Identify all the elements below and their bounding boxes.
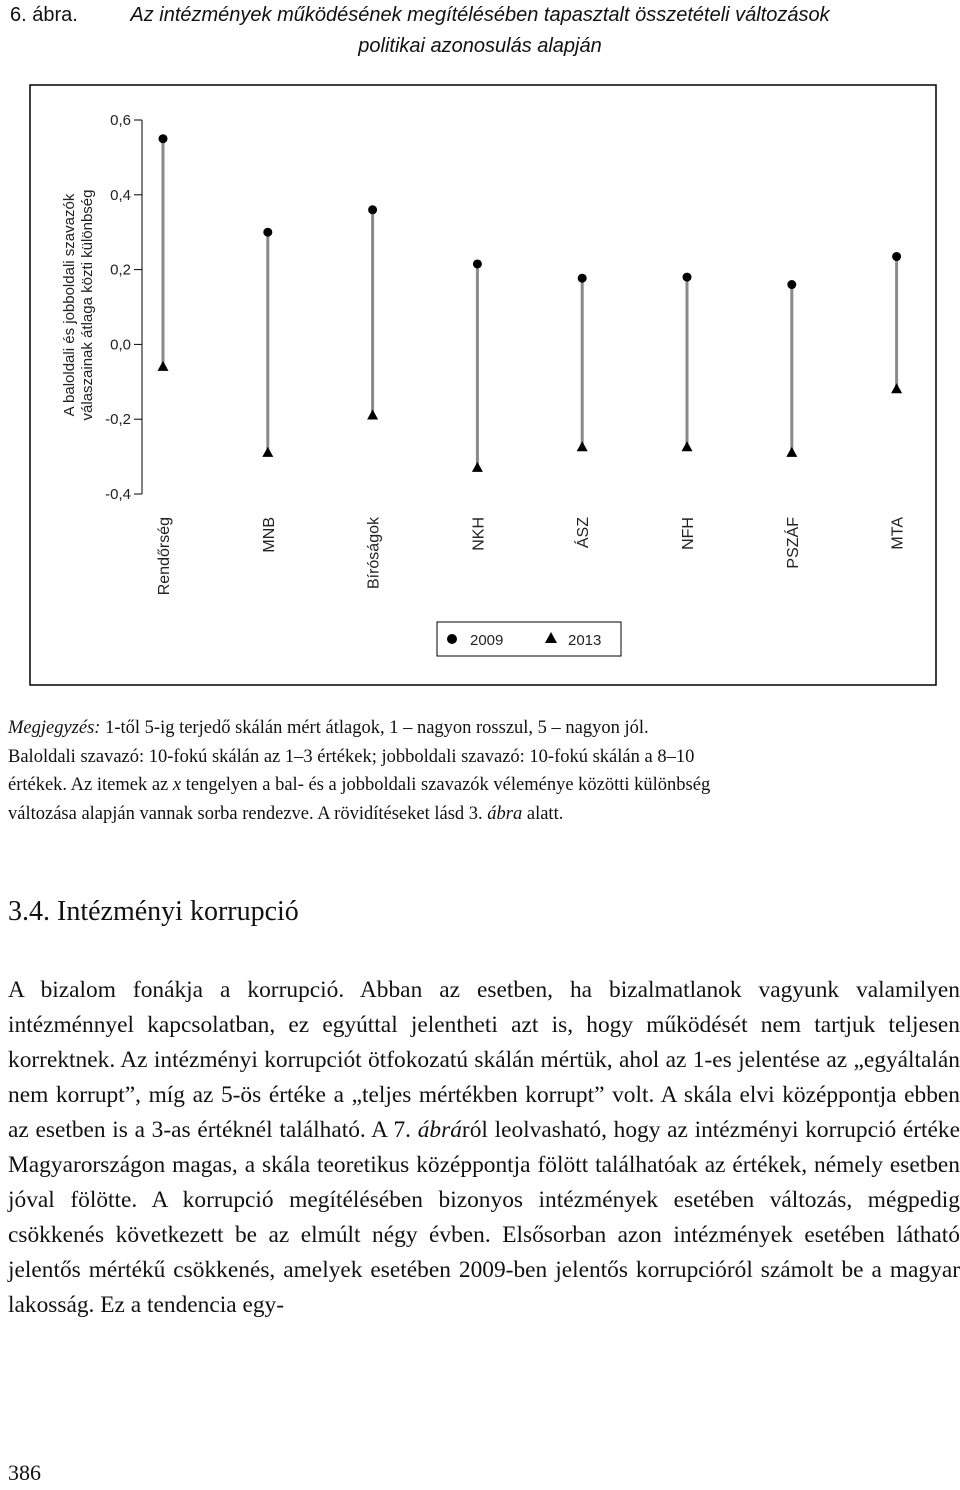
page-number: 386	[8, 1460, 41, 1485]
x-category-label: Rendőrség	[156, 517, 173, 596]
body-abra: ábrá	[417, 1117, 462, 1143]
body-paragraph	[8, 973, 960, 1323]
point-2009	[263, 228, 272, 237]
point-2009	[578, 274, 587, 283]
y-axis-ticks	[105, 112, 142, 503]
point-2009	[368, 205, 377, 214]
x-category-label: MNB	[260, 517, 278, 553]
note-abra: ábra	[487, 803, 523, 824]
point-2013	[472, 462, 483, 472]
legend-label-2013: 2013	[568, 632, 602, 649]
point-2013	[786, 447, 797, 457]
figure-title	[10, 0, 950, 62]
y-tick-label: 0,6	[110, 112, 131, 129]
note-line3-end: tengelyen a bal- és a jobboldali szavazók véleménye közötti különbség	[185, 775, 711, 795]
body-part1: A bizalom fonákja a korrupció. Abban az esetben, ha bizalmatlanok vagyunk valamilyen intézménnyel kapcsolatban, ez egyúttal jelentheti azt is, hogy működését nem tartjuk teljesen korrektnek. Az intézményi korrupciót ötfokozatú skálán mértük, ahol az 1-es jelentése az „egyáltalán nem korrupt”, míg az 5-ös értéke a „teljes mértékben korrupt” volt. A skála elvi középpontja ebben az esetben is a 3-as értéknél található. A 7.	[8, 977, 960, 1143]
note-line4-end: alatt.	[526, 803, 564, 824]
point-2009	[683, 273, 692, 282]
point-2013	[262, 447, 273, 457]
note-line3: értékek. Az itemek az	[8, 775, 169, 795]
legend-label-2009: 2009	[470, 632, 504, 649]
x-axis-labels	[156, 516, 907, 595]
body-part2: ról leolvasható, hogy az intézményi korrupció értéke Magyarországon magas, a skála teoretikus középpontja fölött találhatóak az értékek, némely esetben jóval fölötte. A korrupció megítélésében bizonyos intézmények esetében változás, mégpedig csökkenés következett be az elmúlt négy évben. Elsősorban azon intézmények esetében látható jelentős mértékű csökkenés, amelyek esetében 2009-ben jelentős korrupcióról számolt be a magyar lakosság. Ez a tendencia egy-	[8, 1117, 960, 1318]
point-2013	[577, 441, 588, 451]
section-heading: 3.4. Intézményi korrupció	[8, 896, 299, 927]
note-line4: változása alapján vannak sorba rendezve. A rövidítéseket lásd 3.	[8, 803, 483, 824]
y-axis-label-line2: válaszainak átlaga közti különbség	[79, 189, 96, 421]
note-line2: Baloldali szavazó: 10-fokú skálán az 1–3 értékek; jobboldali szavazó: 10-fokú skálán a 8–10	[8, 746, 695, 767]
figure-note	[8, 714, 952, 828]
y-tick-label: 0,0	[110, 336, 131, 354]
y-tick-label: 0,2	[110, 261, 131, 279]
chart	[0, 80, 960, 690]
point-2009	[473, 259, 482, 268]
note-x-var: x	[172, 775, 182, 795]
x-category-label: Bíróságok	[365, 517, 383, 590]
point-2013	[891, 383, 902, 393]
point-2013	[682, 441, 693, 451]
x-category-label: NKH	[470, 517, 488, 551]
x-category-label: NFH	[680, 517, 697, 550]
x-category-label: ÁSZ	[575, 517, 593, 549]
x-category-label: MTA	[889, 517, 907, 550]
y-tick-label: -0,4	[105, 486, 131, 503]
x-category-label: PSZÁF	[784, 517, 802, 569]
figure-title-line1: Az intézmények működésének megítélésében tapasztalt összetételi változások	[130, 4, 830, 26]
point-2013	[158, 361, 169, 371]
legend	[437, 622, 621, 656]
legend-triangle-icon	[545, 632, 557, 643]
y-axis-label-line1: A baloldali és jobboldali szavazók	[61, 193, 78, 417]
y-tick-label: 0,4	[110, 186, 131, 204]
y-tick-label: -0,2	[105, 411, 131, 429]
point-2013	[367, 409, 378, 419]
figure-title-line2: politikai azonosulás alapján	[358, 35, 602, 57]
figure-number: 6. ábra.	[10, 4, 78, 26]
note-line1: 1-től 5-ig terjedő skálán mért átlagok, 1 – nagyon rosszul, 5 – nagyon jól.	[105, 718, 649, 738]
chart-series	[158, 134, 903, 472]
point-2009	[787, 280, 796, 289]
note-label: Megjegyzés:	[8, 718, 101, 738]
point-2009	[159, 134, 168, 143]
point-2009	[892, 252, 901, 261]
legend-circle-icon	[447, 634, 457, 644]
